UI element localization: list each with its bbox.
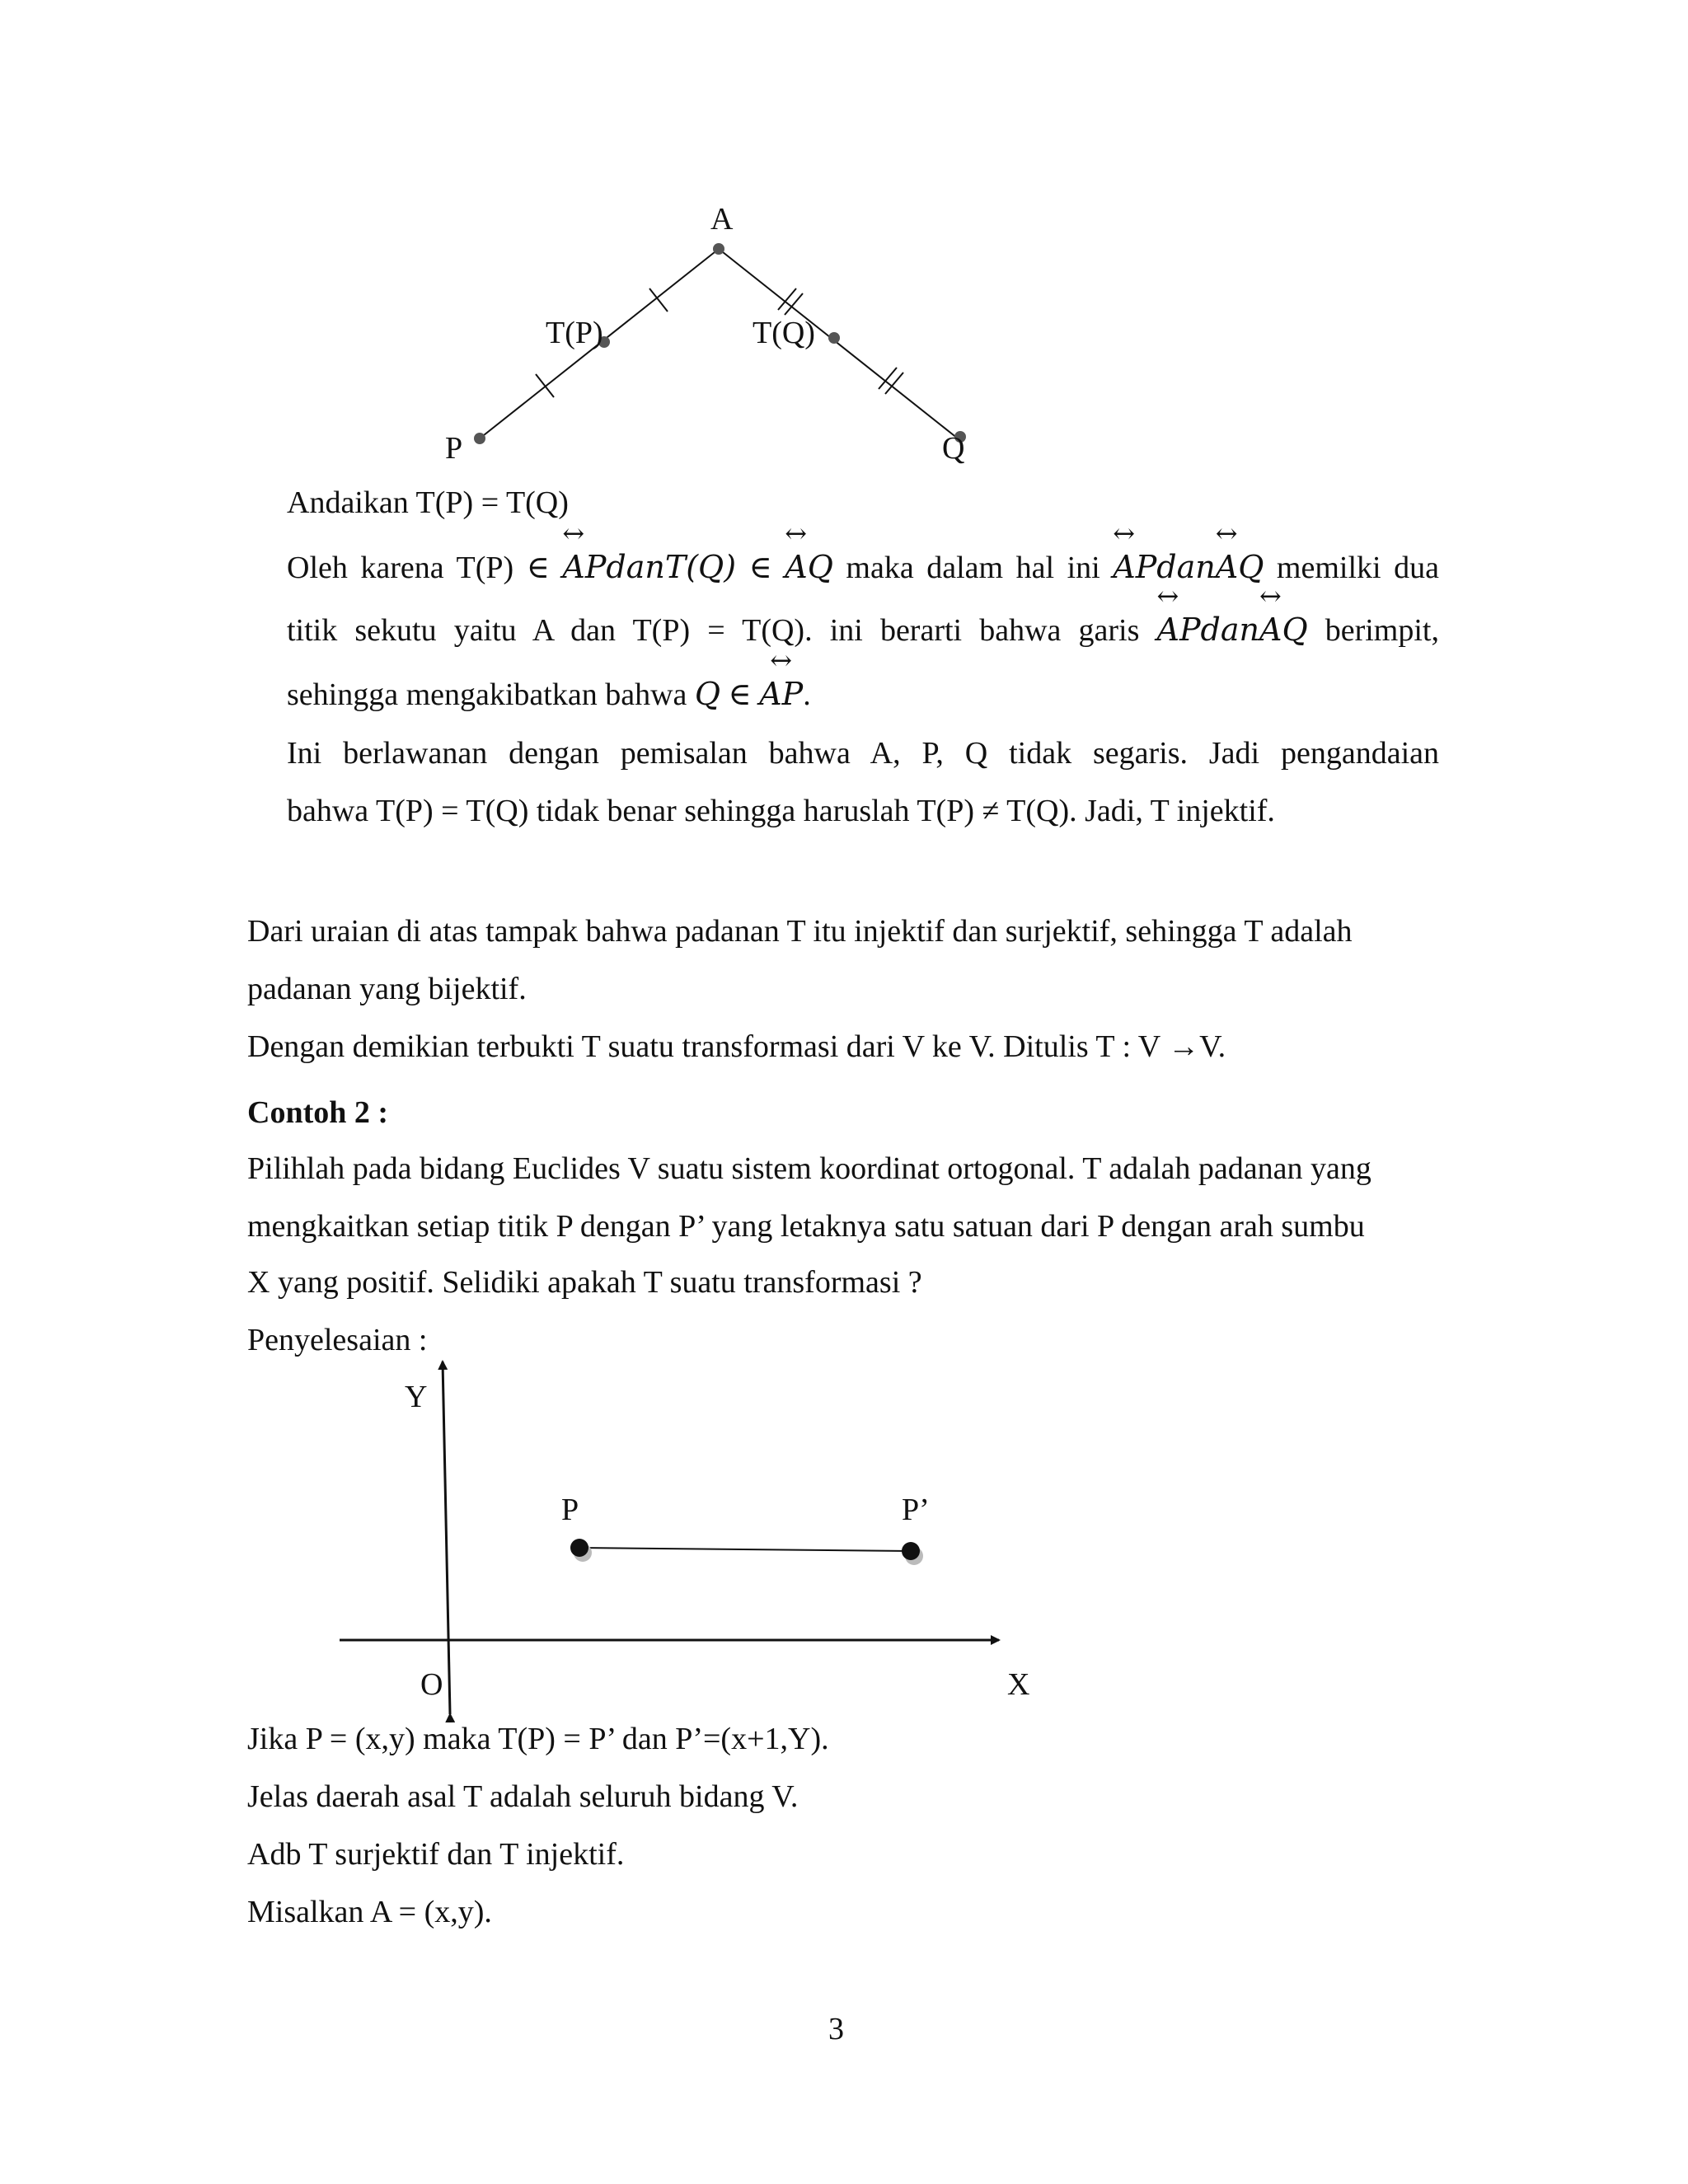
- proof-line-4: [287, 674, 811, 715]
- label-a: A: [710, 202, 734, 237]
- vector-aq: ↔ AQ: [785, 547, 833, 587]
- proof-line-4-a: sehingga mengakibatkan bahwa: [287, 677, 695, 712]
- symbol-in: ∈: [736, 551, 785, 585]
- label-p: P: [561, 1493, 579, 1527]
- vector-aq: ↔ AQ: [1216, 547, 1264, 587]
- vector-ap: ↔ AP: [759, 674, 803, 714]
- proof-line-3: [287, 610, 1439, 650]
- para1-line-2: padanan yang bijektif.: [247, 972, 527, 1006]
- after-line-4: Misalkan A = (x,y).: [247, 1895, 492, 1929]
- example-line-3: X yang positif. Selidiki apakah T suatu transformasi ?: [247, 1265, 922, 1300]
- vector-ap: ↔ AP: [1113, 547, 1156, 587]
- proof-line-6: bahwa T(P) = T(Q) tidak benar sehingga haruslah T(P) ≠ T(Q). Jadi, T injektif.: [287, 794, 1275, 828]
- para1-line-1: Dari uraian di atas tampak bahwa padanan T itu injektif dan surjektif, sehingga T adalah: [247, 914, 1353, 949]
- proof-line-2-b: maka dalam hal ini: [832, 551, 1114, 585]
- after-line-1: Jika P = (x,y) maka T(P) = P’ dan P’=(x+1,Y).: [247, 1722, 829, 1756]
- proof-line-3-b: berimpit,: [1307, 613, 1439, 648]
- proof-line-2-c: memilki dua: [1264, 551, 1439, 585]
- point-tq: [828, 332, 840, 344]
- symbol-in: ∈: [720, 677, 760, 712]
- period: .: [803, 677, 811, 712]
- after-line-3: Adb T surjektif dan T injektif.: [247, 1837, 625, 1872]
- para2: Dengan demikian terbukti T suatu transformasi dari V ke V. Ditulis T : V →V.: [247, 1029, 1226, 1064]
- label-tp: T(P): [546, 316, 603, 350]
- proof-line-1: Andaikan T(P) = T(Q): [287, 485, 569, 520]
- math-q: Q: [694, 676, 721, 712]
- label-tq: T(Q): [753, 316, 815, 350]
- point-pprime: [902, 1542, 920, 1560]
- example-line-1: Pilihlah pada bidang Euclides V suatu sistem koordinat ortogonal. T adalah padanan yang: [247, 1151, 1372, 1186]
- after-line-2: Jelas daerah asal T adalah seluruh bidang V.: [247, 1779, 799, 1814]
- label-pprime: P’: [902, 1493, 930, 1527]
- coordinate-diagram: [0, 1352, 1688, 1731]
- example-line-2: mengkaitkan setiap titik P dengan P’ yang letaknya satu satuan dari P dengan arah sumbu: [247, 1209, 1365, 1244]
- label-p: P: [445, 431, 463, 466]
- vector-ap: ↔ AP: [562, 547, 606, 587]
- math-dan: dan: [1200, 612, 1259, 648]
- label-o: O: [420, 1667, 443, 1702]
- proof-line-5: Ini berlawanan dengan pemisalan bahwa A, P, Q tidak segaris. Jadi pengandaian: [287, 736, 1439, 771]
- math-dan-tq: danT(Q): [606, 549, 737, 585]
- label-y: Y: [405, 1380, 428, 1414]
- page-number: 3: [828, 2012, 844, 2046]
- proof-line-3-a: titik sekutu yaitu A dan T(P) = T(Q). ini berarti bahwa garis: [287, 613, 1157, 648]
- vector-aq: ↔ AQ: [1259, 610, 1308, 649]
- proof-line-2-a: Oleh karena T(P) ∈: [287, 551, 563, 585]
- y-axis: [443, 1361, 450, 1714]
- example-heading: Contoh 2 :: [247, 1095, 389, 1130]
- tick-tp-p: [536, 374, 554, 397]
- vector-ap: ↔ AP: [1157, 610, 1201, 649]
- segment-diagram: [0, 0, 1688, 494]
- label-x: X: [1007, 1667, 1030, 1702]
- math-dan: dan: [1156, 549, 1216, 585]
- label-q: Q: [942, 431, 965, 466]
- tick-a-tq-1: [778, 288, 796, 310]
- segment-p-pprime: [579, 1548, 911, 1551]
- point-a: [713, 243, 724, 255]
- point-p: [570, 1539, 588, 1557]
- point-p: [474, 433, 485, 444]
- solution-label: Penyelesaian :: [247, 1323, 428, 1357]
